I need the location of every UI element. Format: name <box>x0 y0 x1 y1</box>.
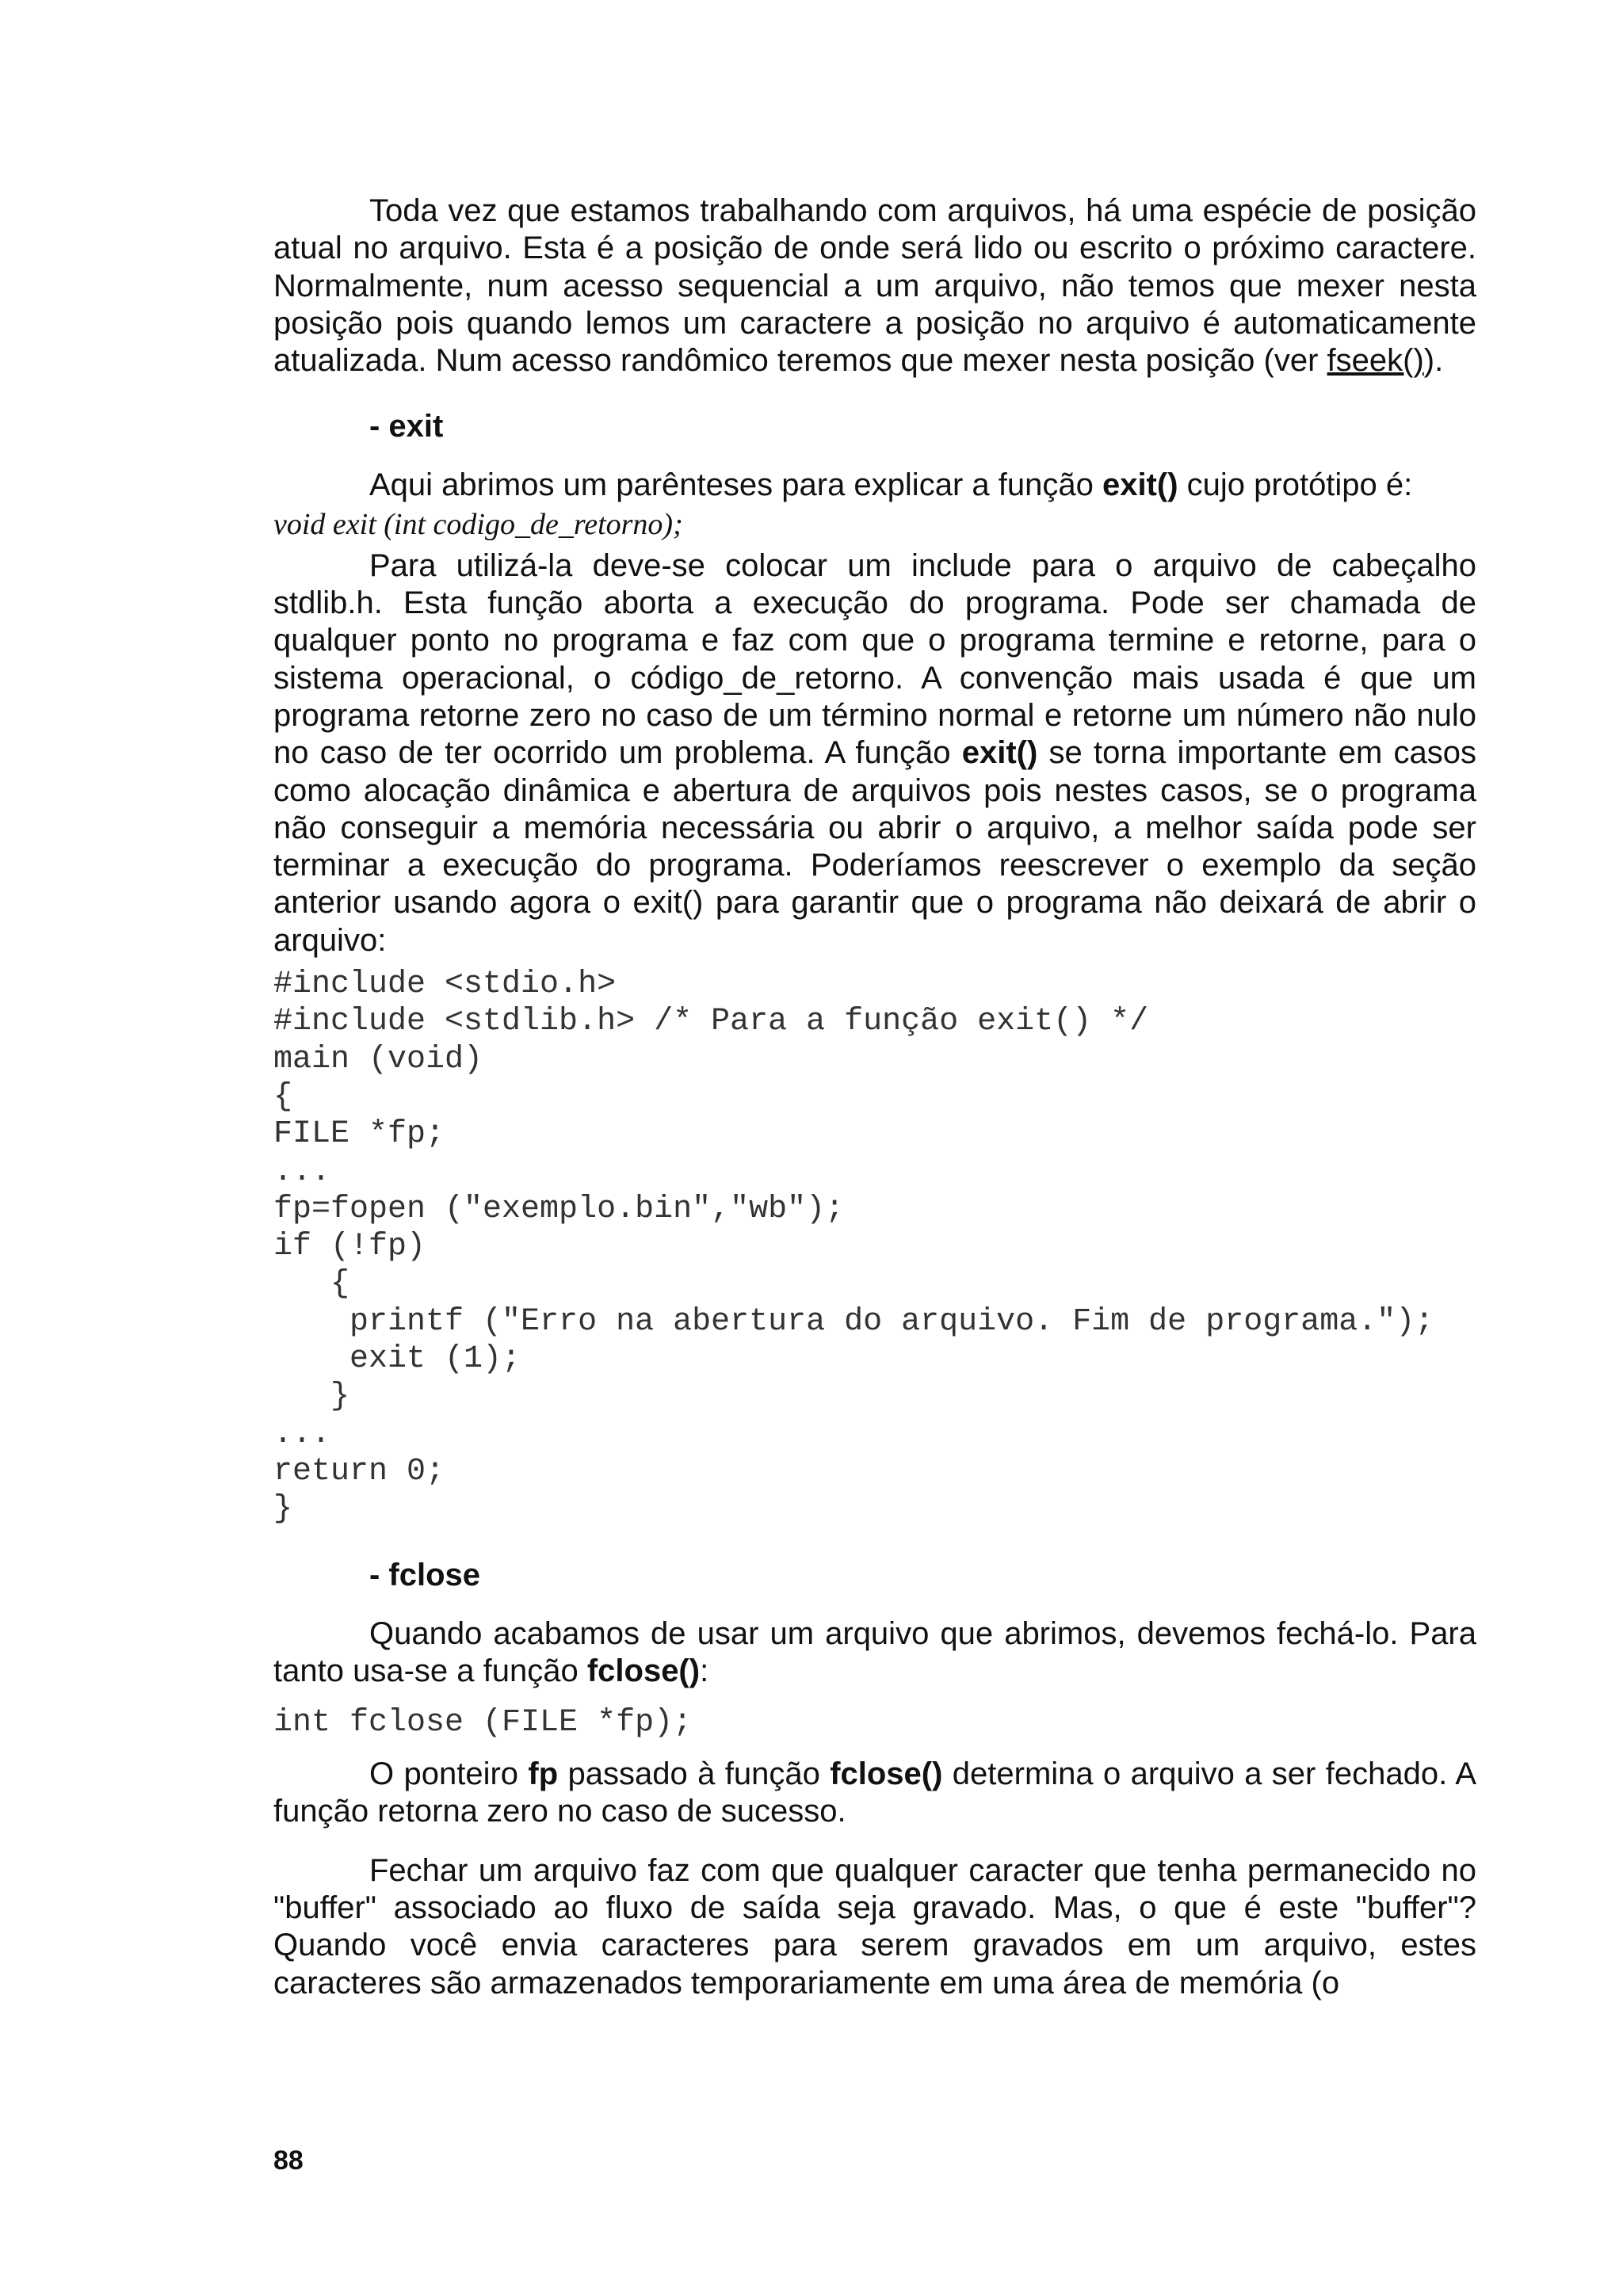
paragraph-text: Para utilizá-la deve-se colocar um include para o arquivo de cabeçalho stdlib.h. Esta função aborta a execução do programa. Pode ser chamada de qualquer ponto no programa e faz com que o programa termine e retorne, para o sistema operacional, o código_de_retorno. A convenção mais usada é que um programa retorne zero no caso de um término normal e retorne um número não nulo no caso de ter ocorrido um problema. A função <box>273 547 1476 771</box>
paragraph-text: cujo protótipo é: <box>1178 467 1413 503</box>
bold-term: fp <box>528 1756 559 1792</box>
paragraph-fclose-intro <box>273 1615 1476 1691</box>
code-line: return 0; <box>273 1453 445 1489</box>
code-line: ... <box>273 1154 331 1190</box>
paragraph-fclose-pointer <box>273 1756 1476 1831</box>
code-line: #include <stdio.h> <box>273 967 617 1003</box>
paragraph-text: Quando acabamos de usar um arquivo que abrimos, devemos fechá-lo. Para tanto usa-se a função <box>273 1615 1476 1688</box>
paragraph-exit-intro <box>273 467 1476 504</box>
code-line: } <box>273 1491 293 1527</box>
section-heading-exit: - exit <box>369 409 444 444</box>
exit-prototype: void exit (int codigo_de_retorno); <box>273 507 683 541</box>
paragraph-text: se torna importante em casos como alocação dinâmica e abertura de arquivos pois nestes casos, se o programa não conseguir a memória necessária ou abrir o arquivo, a melhor saída pode ser terminar a execução do programa. Poderíamos reescrever o exemplo da seção anterior usando agora o exit() para garantir que o programa não deixará de abrir o arquivo: <box>273 735 1476 958</box>
code-line: #include <stdlib.h> /* Para a função exit() */ <box>273 1004 1149 1040</box>
paragraph-file-position <box>273 193 1476 379</box>
paragraph-text: determina o arquivo a ser fechado. A função retorna zero no caso de sucesso. <box>273 1756 1477 1829</box>
paragraph-text: : <box>700 1653 709 1688</box>
paragraph-buffer: Fechar um arquivo faz com que qualquer caracter que tenha permanecido no "buffer" associado ao fluxo de saída seja gravado. Mas, o que é este "buffer"? Quando você envia caracteres para serem gravados em um arquivo, estes caracteres são armazenados temporariamente em uma área de memória (o <box>273 1852 1476 2000</box>
code-line: } <box>273 1379 350 1415</box>
paragraph-text: passado à função <box>558 1756 831 1792</box>
code-line: ... <box>273 1416 331 1452</box>
code-line: printf ("Erro na abertura do arquivo. Fim de programa."); <box>273 1303 1434 1340</box>
bold-term: exit() <box>961 735 1038 771</box>
code-line: exit (1); <box>273 1341 521 1378</box>
bold-term: fclose() <box>830 1756 943 1792</box>
paragraph-text: O ponteiro <box>369 1756 529 1792</box>
bold-term: exit() <box>1102 467 1178 503</box>
code-line: FILE *fp; <box>273 1116 445 1153</box>
code-block <box>273 966 1476 1527</box>
paragraph-text: Toda vez que estamos trabalhando com arquivos, há uma espécie de posição atual no arquivo. Esta é a posição de onde será lido ou escrito o próximo caractere. Normalmente, num acesso sequencial a um arquivo, não temos que mexer nesta posição pois quando lemos um caractere a posição no arquivo é automaticamente atualizada. Num acesso randômico teremos que mexer nesta posição (ver <box>273 193 1476 379</box>
fseek-link[interactable]: fseek() <box>1327 343 1424 379</box>
fclose-prototype: int fclose (FILE *fp); <box>273 1705 693 1741</box>
section-heading-fclose: - fclose <box>369 1557 481 1592</box>
paragraph-exit-description <box>273 547 1476 959</box>
page-content <box>273 193 1476 2002</box>
code-line: fp=fopen ("exemplo.bin","wb"); <box>273 1191 845 1227</box>
paragraph-text: Aqui abrimos um parênteses para explicar a função <box>369 467 1102 503</box>
code-line: { <box>273 1078 293 1115</box>
bold-term: fclose() <box>586 1653 701 1688</box>
paragraph-text: ). <box>1423 343 1444 379</box>
code-line: main (void) <box>273 1041 483 1077</box>
code-line: { <box>273 1266 350 1302</box>
code-line: if (!fp) <box>273 1229 426 1265</box>
page-number: 88 <box>273 2145 304 2176</box>
